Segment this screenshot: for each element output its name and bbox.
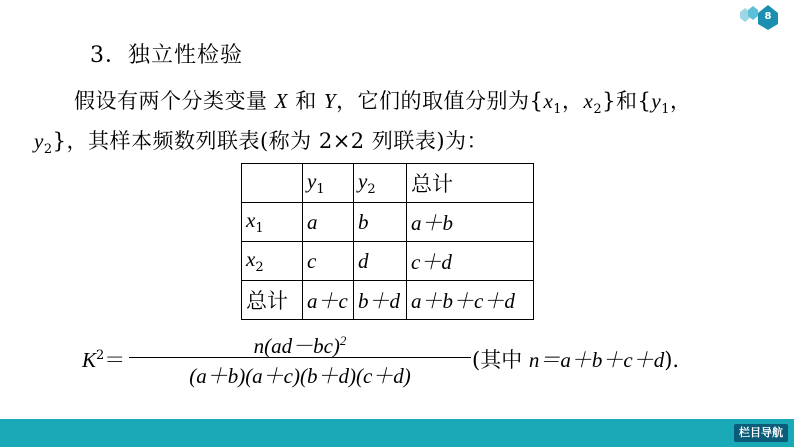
table-cell: $y_2$	[354, 164, 407, 203]
formula-denominator: (a＋b)(a＋c)(b＋d)(c＋d)	[189, 364, 411, 388]
table-cell: $x_2$	[242, 242, 303, 281]
page-number-badge	[736, 2, 794, 32]
table-cell: $x_1$	[242, 203, 303, 242]
table-row	[242, 203, 534, 242]
table-cell: $y_1$	[303, 164, 354, 203]
intro-line-2: $y_2$}，其样本频数列联表(称为 2×2 列联表)为：	[34, 129, 489, 158]
fraction-bar	[129, 357, 471, 358]
table-cell: 总计	[407, 164, 534, 203]
contingency-table	[241, 163, 534, 320]
table-cell: c	[303, 242, 354, 281]
table-cell: b＋d	[354, 281, 407, 320]
footer-bar	[0, 419, 794, 447]
intro-line-1: 假设有两个分类变量 X 和 Y，它们的取值分别为{$x_1$，$x_2$}和{$y_1$，	[74, 89, 692, 118]
nav-button[interactable]: 栏目导航	[734, 424, 788, 442]
formula-numerator: $n(ad-bc)^2$	[253, 333, 347, 358]
table-row	[242, 281, 534, 320]
table-cell: 总计	[242, 281, 303, 320]
formula-lhs: $K^2=$	[82, 348, 126, 372]
table-cell: a＋c	[303, 281, 354, 320]
table-cell	[242, 164, 303, 203]
table-row	[242, 164, 534, 203]
table-cell: a＋b	[407, 203, 534, 242]
table-cell: a	[303, 203, 354, 242]
page-number: 8	[764, 11, 772, 22]
table-cell: d	[354, 242, 407, 281]
formula-note: (其中 n＝a＋b＋c＋d).	[472, 348, 680, 372]
table-cell: a＋b＋c＋d	[407, 281, 534, 320]
table-cell: b	[354, 203, 407, 242]
section-heading: 3．独立性检验	[90, 43, 243, 68]
table-cell: c＋d	[407, 242, 534, 281]
table-row	[242, 242, 534, 281]
